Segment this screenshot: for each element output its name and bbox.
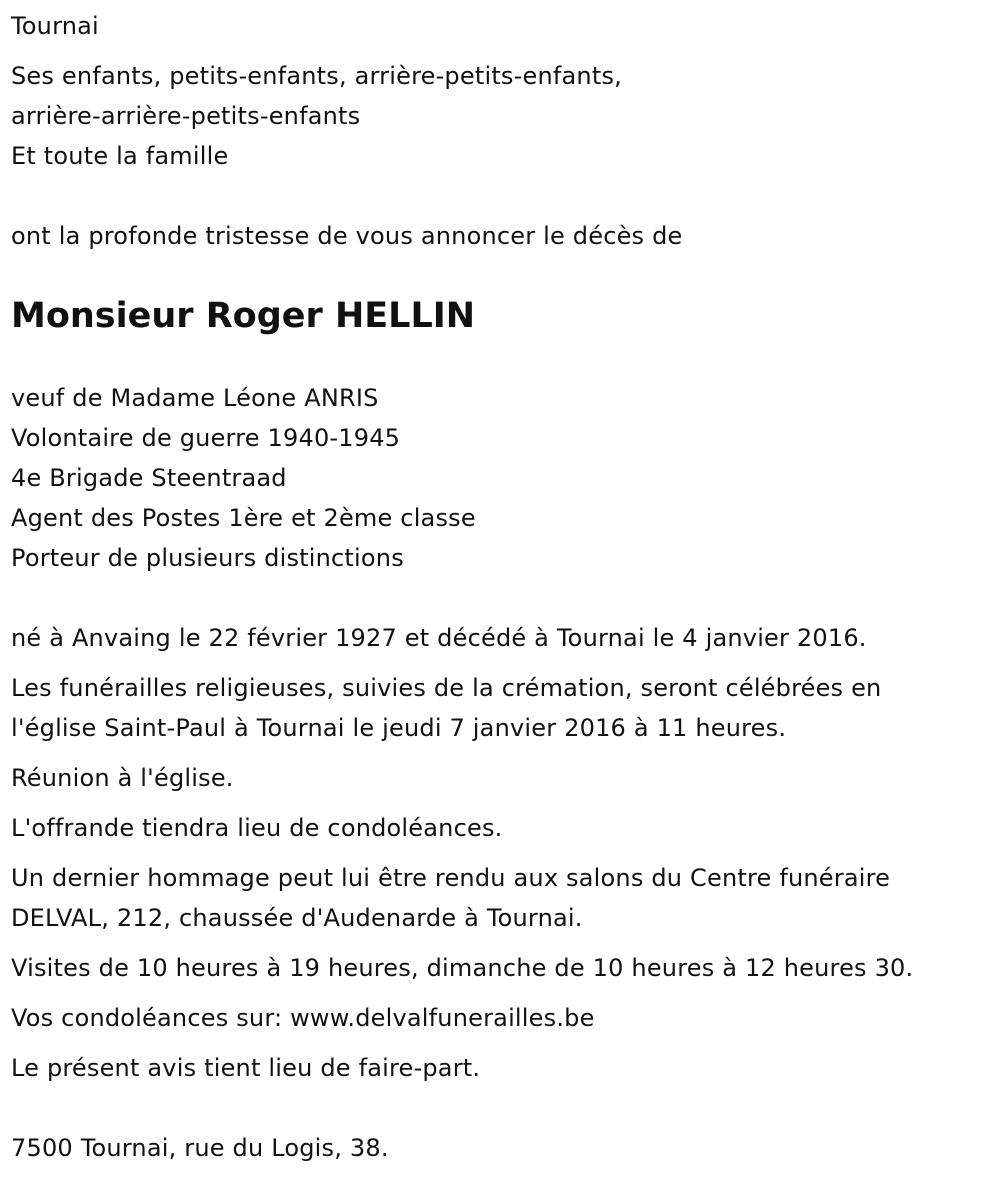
tribute-block: [11, 858, 986, 938]
condolences-text: Vos condoléances sur: www.delvalfunerailles.be: [11, 1004, 595, 1032]
detail-line: 4e Brigade Steentraad: [11, 464, 287, 492]
funeral-line: l'église Saint-Paul à Tournai le jeudi 7 janvier 2016 à 11 heures.: [11, 714, 787, 742]
detail-line: Porteur de plusieurs distinctions: [11, 544, 404, 572]
tribute-line: DELVAL, 212, chaussée d'Audenarde à Tournai.: [11, 904, 583, 932]
detail-line: veuf de Madame Léone ANRIS: [11, 384, 379, 412]
meeting-text: Réunion à l'église.: [11, 764, 234, 792]
family-line: Ses enfants, petits-enfants, arrière-petits-enfants,: [11, 62, 622, 90]
family-block: [11, 56, 986, 176]
notice-note: Le présent avis tient lieu de faire-part.: [11, 1054, 481, 1082]
deceased-name: Monsieur Roger HELLIN: [11, 296, 476, 336]
visits-text: Visites de 10 heures à 19 heures, dimanche de 10 heures à 12 heures 30.: [11, 954, 914, 982]
tribute-line: Un dernier hommage peut lui être rendu aux salons du Centre funéraire: [11, 864, 891, 892]
address-text: 7500 Tournai, rue du Logis, 38.: [11, 1134, 389, 1162]
announcement-text: ont la profonde tristesse de vous annoncer le décès de: [11, 222, 683, 250]
birth-death-text: né à Anvaing le 22 février 1927 et décédé à Tournai le 4 janvier 2016.: [11, 624, 867, 652]
funeral-line: Les funérailles religieuses, suivies de la crémation, seront célébrées en: [11, 674, 882, 702]
detail-line: Agent des Postes 1ère et 2ème classe: [11, 504, 476, 532]
detail-line: Volontaire de guerre 1940-1945: [11, 424, 401, 452]
obituary-notice: [11, 0, 986, 1168]
city-heading: Tournai: [11, 12, 99, 40]
family-line: arrière-arrière-petits-enfants: [11, 102, 361, 130]
offering-text: L'offrande tiendra lieu de condoléances.: [11, 814, 503, 842]
funeral-block: [11, 668, 986, 748]
family-line: Et toute la famille: [11, 142, 229, 170]
details-block: [11, 378, 986, 578]
